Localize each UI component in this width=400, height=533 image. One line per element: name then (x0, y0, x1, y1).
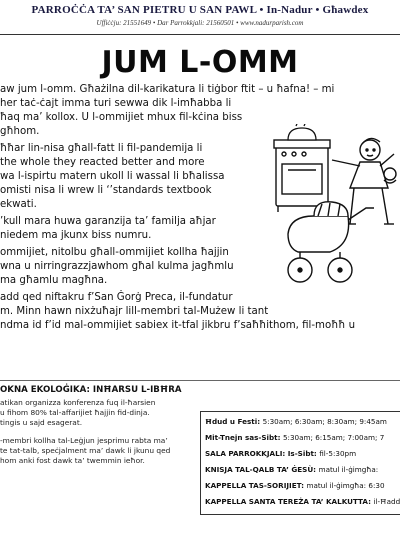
article-line: the whole they reacted better and more (0, 157, 205, 168)
pram-illustration (288, 202, 374, 282)
schedule-row (205, 417, 387, 427)
ecology-heading: OKNA EKOLOĠIKA: INĦARSU L-IBĦRA (0, 385, 182, 395)
schedule-times: il-Ħadd (373, 497, 400, 506)
mothers-day-cartoon (270, 124, 400, 304)
news-line: u fihom 80% tal-affarijiet ħajjin fid-dinja. (0, 408, 150, 417)
news-line: hom anki fost dawk ta’ twemmin ieħor. (0, 456, 145, 465)
schedule-label: Ħdud u Festi: (205, 417, 263, 426)
article-line: ekwati. (0, 199, 37, 210)
article-line: ommijiet, nitolbu għall-ommijiet kollha ħajjin (0, 247, 229, 258)
parish-contacts: Uffiċċju: 21551649 • Dar Parrokkjali: 21560501 • www.nadurparish.com (96, 19, 304, 27)
stove-illustration (274, 140, 330, 212)
schedule-row (205, 449, 356, 459)
masthead-divider (0, 34, 400, 35)
article-line: għhom. (0, 126, 40, 137)
masthead (0, 0, 400, 42)
article-line: ’kull mara huwa garanzija ta’ familja aħjar (0, 216, 216, 227)
schedule-label: KAPPELLA TAS-SORIJIET: (205, 481, 307, 490)
article-line: omisti nisa li wrew li ‘’standards textbook (0, 185, 212, 196)
schedule-label: KNISJA TAL-QALB TA’ ĠESÙ: (205, 465, 319, 474)
article-line: ħħar lin-nisa għall-fatt li fil-pandemija li (0, 143, 203, 154)
schedule-times: 5:30am; 6:30am; 8:30am; 9:45am (262, 417, 387, 426)
parish-title: PARROĊĊA TA’ SAN PIETRU U SAN PAWL • In-Nadur • Għawdex (31, 4, 369, 16)
schedule-label: KAPPELLA SANTA TEREŻA TA’ KALKUTTA: (205, 497, 374, 506)
schedule-row (205, 433, 384, 443)
schedule-times: matul il-ġimgħa: 6:30 (306, 481, 385, 490)
schedule-times: matul il-ġimgħa: (318, 465, 379, 474)
schedule-times: fil-5:30pm (319, 449, 357, 458)
news-line: -membri kollha tal-Leġjun jesprimu rabta ma’ (0, 436, 168, 445)
article-line: niedem ma jkunx biss numru. (0, 230, 152, 241)
news-line: atikan organizza konferenza fuq il-ħarsien (0, 398, 156, 407)
mass-schedule-box (200, 411, 400, 515)
article-line: ħaq ma’ kollox. U l-ommijiet mhux fil-kċina biss (0, 112, 243, 123)
article-line: ma għamlu magħna. (0, 275, 108, 286)
news-line: te tat-talb, speċjalment ma’ dawk li jkunu qed (0, 446, 171, 455)
schedule-label: Mit-Tnejn sas-Sibt: (205, 433, 283, 442)
article-line: ndma id f’id mal-ommijiet sabiex it-tfal jikbru f’saħħithom, fil-moħħ u (0, 320, 356, 331)
article-line: her taċ-ċajt imma turi sewwa dik l-imħabba li (0, 98, 232, 109)
article-line: wna u nirringrazzjawhom għal kulma jagħmlu (0, 261, 234, 272)
article-line: aw jum l-omm. Għażilna dil-karikatura li tiġbor ftit – u ħafna! – mi (0, 84, 335, 95)
schedule-row (205, 497, 400, 507)
pot-illustration (288, 124, 316, 140)
schedule-row (205, 481, 385, 491)
article-headline: JUM L-OMM (101, 45, 299, 80)
news-line: tingis u sajd esagerat. (0, 418, 83, 427)
schedule-times: 5:30am; 6:15am; 7:00am; 7 (282, 433, 385, 442)
article-line: wa l-ispirtu matern ukoll li wassal li bħalissa (0, 171, 225, 182)
section-divider (0, 380, 400, 381)
article-line: m. Minn hawn nixżuħajr lill-membri tal-Mużew li tant (0, 306, 269, 317)
article-line: add qed niftakru f’San Ġorġ Preca, il-fundatur (0, 292, 233, 303)
schedule-label: SALA PARROKKJALI: Is-Sibt: (205, 449, 320, 458)
schedule-row (205, 465, 378, 475)
